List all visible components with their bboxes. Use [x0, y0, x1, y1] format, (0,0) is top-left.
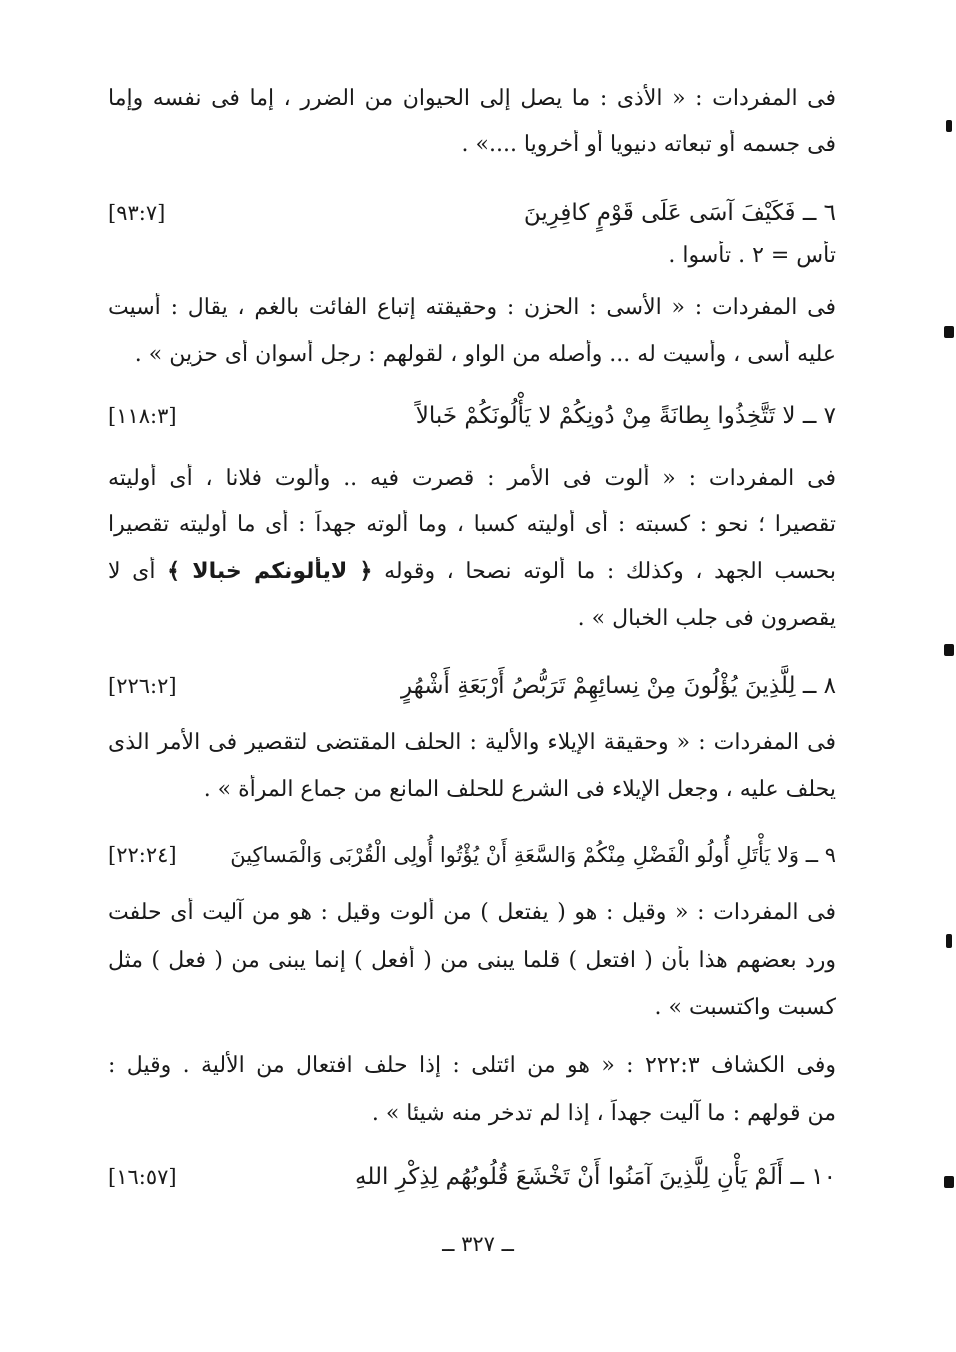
- para5-line1: فى المفردات : « وقيل : هو ( يفتعل ) من ألوت وقيل : هو من آليت أى حلفت: [108, 900, 836, 925]
- verse-7-ref: [١١٨:٣]: [108, 404, 177, 428]
- para5-line2: ورد بعضهم هذا بأن ( افتعل ) قلما يبنى من ( أفعل ) إنما يبنى من ( فعل ) مثل: [108, 948, 836, 973]
- verse-8-text: ٨ ــ لِلَّذِينَ يُؤْلُونَ مِنْ نِسائِهِمْ تَرَبُّصُ أَرْبَعَةِ أَشْهُرٍ: [400, 673, 836, 699]
- para2-line2: عليه أسى ، وأسيت له ... وأصله من الواو ، لقولهم : رجل أسوان أى حزين » .: [134, 342, 836, 367]
- verse-9-text: ٩ ــ وَلا يَأْتَلِ أُولُو الْفَضْلِ مِنْكُمْ وَالسَّعَةِ أَنْ يُؤْتُوا أُولِى الْقُرْبَى وَالْمَساكِينَ: [230, 843, 836, 867]
- para2-line1: فى المفردات : « الأسى : الحزن : وحقيقته إتباع الفائت بالغم ، يقال : أسيت: [108, 295, 836, 320]
- verse-7-text: ٧ ــ لا تَتَّخِذُوا بِطانَةً مِنْ دُونِكُمْ لا يَأْلُونَكُمْ خَبالاً: [415, 403, 836, 429]
- verse-8: [108, 669, 836, 703]
- verse-9-ref: [٢٢:٢٤]: [108, 843, 177, 867]
- para4-line2: يحلف عليه ، وجعل الإيلاء فى الشرع للحلف المانع من جماع المرأة » .: [203, 777, 836, 802]
- scan-mark: [944, 1176, 954, 1188]
- verse-6-ref: [٩٣:٧]: [108, 201, 166, 225]
- para4-line1: فى المفردات : « وحقيقة الإيلاء والألية : الحلف المقتضى لتقصير فى الأمر الذى: [108, 730, 836, 755]
- verse-10: [108, 1160, 836, 1194]
- para1-line2: فى جسمه أو تبعاته دنيويا أو أخرويا ....» .: [461, 132, 836, 157]
- verse-10-text: ١٠ ــ أَلَمْ يَأْنِ لِلَّذِينَ آمَنُوا أَنْ تَخْشَعَ قُلُوبُهُم لِذِكْرِ اللهِ: [355, 1164, 836, 1190]
- scan-mark: [944, 644, 954, 656]
- verse-10-ref: [١٦:٥٧]: [108, 1165, 177, 1189]
- para3-line4: يقصرون فى جلب الخبال » .: [577, 606, 836, 631]
- verse-8-ref: [٢٢٦:٢]: [108, 674, 177, 698]
- quran-quote: ﴿ لايألونكم خبالا ﴾: [167, 559, 373, 584]
- page-number: ــ ٣٢٧ ــ: [442, 1232, 514, 1256]
- para3-line3: [108, 557, 836, 587]
- scan-mark: [946, 120, 952, 132]
- para3-line3-pre: بحسب الجهد ، وكذلك : ما ألوته نصحا ، وقوله: [384, 559, 836, 584]
- para1-line1: فى المفردات : « الأذى : ما يصل إلى الحيوان من الضرر ، إما فى نفسه وإما: [108, 86, 836, 111]
- para3-line2: تقصيرا ؛ نحو : كسبته : أى أوليته كسبا ، وما ألوته جهداً : أى ما أوليته تقصيرا: [108, 512, 836, 537]
- verse-6: [108, 196, 836, 230]
- verse-6-note: تأس = ٢ . تأسوا .: [668, 243, 836, 268]
- verse-9: [108, 838, 836, 872]
- scan-mark: [946, 934, 952, 948]
- para6-line2: من قولهم : ما آليت جهداً ، إذا لم تدخر منه شيئا » .: [371, 1101, 836, 1126]
- scan-mark: [944, 326, 954, 338]
- para5-line3: كسبت واكتسبت » .: [654, 995, 836, 1020]
- para3-line3-post: أى لا: [108, 559, 156, 584]
- verse-7: [108, 399, 836, 433]
- para6-line1: وفى الكشاف ٢٢٢:٣ : « هو من ائتلى : إذا حلف افتعال من الألية . وقيل :: [108, 1053, 836, 1078]
- para3-line1: فى المفردات : « ألوت فى الأمر : قصرت فيه .. وألوت فلانا ، أى أوليته: [108, 466, 836, 491]
- verse-6-text: ٦ ــ فَكَيْفَ آسَى عَلَى قَوْمٍ كافِرِينَ: [523, 200, 836, 226]
